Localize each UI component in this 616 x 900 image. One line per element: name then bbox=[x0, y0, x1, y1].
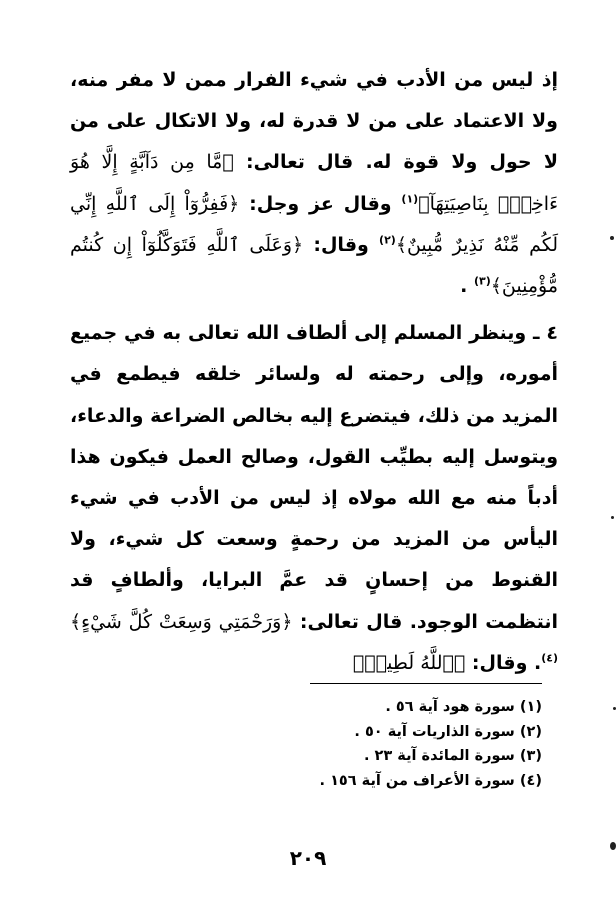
footnote-ref-4: (٤) bbox=[541, 651, 558, 665]
paragraph-1 bbox=[70, 60, 558, 307]
footnote-ref-3: (٣) bbox=[473, 274, 491, 288]
footnote-1: (١) سورة هود آية ٥٦ . bbox=[385, 699, 542, 715]
scan-speck bbox=[610, 842, 616, 850]
footnote-4: (٤) سورة الأعراف من آية ١٥٦ . bbox=[319, 772, 542, 789]
footnote-ref-2: (٢) bbox=[379, 233, 396, 247]
paragraph-1-text-a: إذ ليس من الأدب في شيء الفرار ممن لا مفر منه، ولا الاعتماد على من لا قدرة له، ولا الاتكال على من لا حول ولا قوة له. قال تعالى: bbox=[70, 69, 558, 174]
main-text bbox=[70, 60, 558, 684]
paragraph-2-text-a: ٤ ـ وينظر المسلم إلى ألطاف الله تعالى به في جميع أموره، وإلى رحمته له ولسائر خلقه فيطمع في المزيد من ذلك، فيتضرع إليه بخالص الضراعة والدعاء، ويتوسل إليه بطيِّب القول، وصالح العمل فيكون هذا أدباً منه مع الله مولاه إذ ليس من الأدب في شيء اليأس من المزيد من رحمةٍ وسعت كل شيء، ولا القنوط من إحسانٍ قد عمَّ البرايا، وألطافٍ قد انتظمت الوجود. قال تعالى: bbox=[70, 322, 559, 633]
quran-verse-4: ﴿وَرَحْمَتِي وَسِعَتْ كُلَّ شَيْءٍ﴾ bbox=[70, 610, 293, 633]
scan-speck bbox=[610, 236, 614, 240]
page-number: ٢٠٩ bbox=[289, 846, 327, 870]
paragraph-2 bbox=[70, 313, 558, 684]
paragraph-1-text-b: وقال عز وجل: bbox=[239, 192, 402, 215]
scan-speck bbox=[611, 516, 614, 519]
paragraph-1-text-d: . bbox=[460, 275, 474, 298]
footnote-2: (٢) سورة الذاريات آية ٥٠ . bbox=[354, 723, 542, 740]
quran-verse-3: ﴿وَعَلَى ٱللَّهِ فَتَوَكَّلُوٓاْ إِن كُنتُم مُّؤْمِنِينَ﴾ bbox=[70, 233, 558, 298]
footnote-3: (٣) سورة المائدة آية ٢٣ . bbox=[363, 748, 542, 764]
quran-verse-5: ﴿ٱللَّهُ لَطِيفٌۢ bbox=[352, 651, 466, 674]
paragraph-2-text-b: . وقال: bbox=[465, 651, 542, 674]
footnote-separator bbox=[310, 683, 542, 684]
quran-verse-1: ﴿مَّا مِن دَآبَّةٍ إِلَّا هُوَ ءَاخِذٌۢ بِنَاصِيَتِهَآ﴾ bbox=[70, 151, 558, 215]
quran-verse-2: ﴿فَفِرُّوٓاْ إِلَى ٱللَّهِ إِنِّي لَكُم مِّنْهُ نَذِيرٌ مُّبِينٌ﴾ bbox=[70, 192, 558, 256]
paragraph-1-text-c: وقال: bbox=[303, 233, 380, 256]
footnote-ref-1: (١) bbox=[401, 192, 419, 206]
footnotes bbox=[200, 695, 542, 793]
